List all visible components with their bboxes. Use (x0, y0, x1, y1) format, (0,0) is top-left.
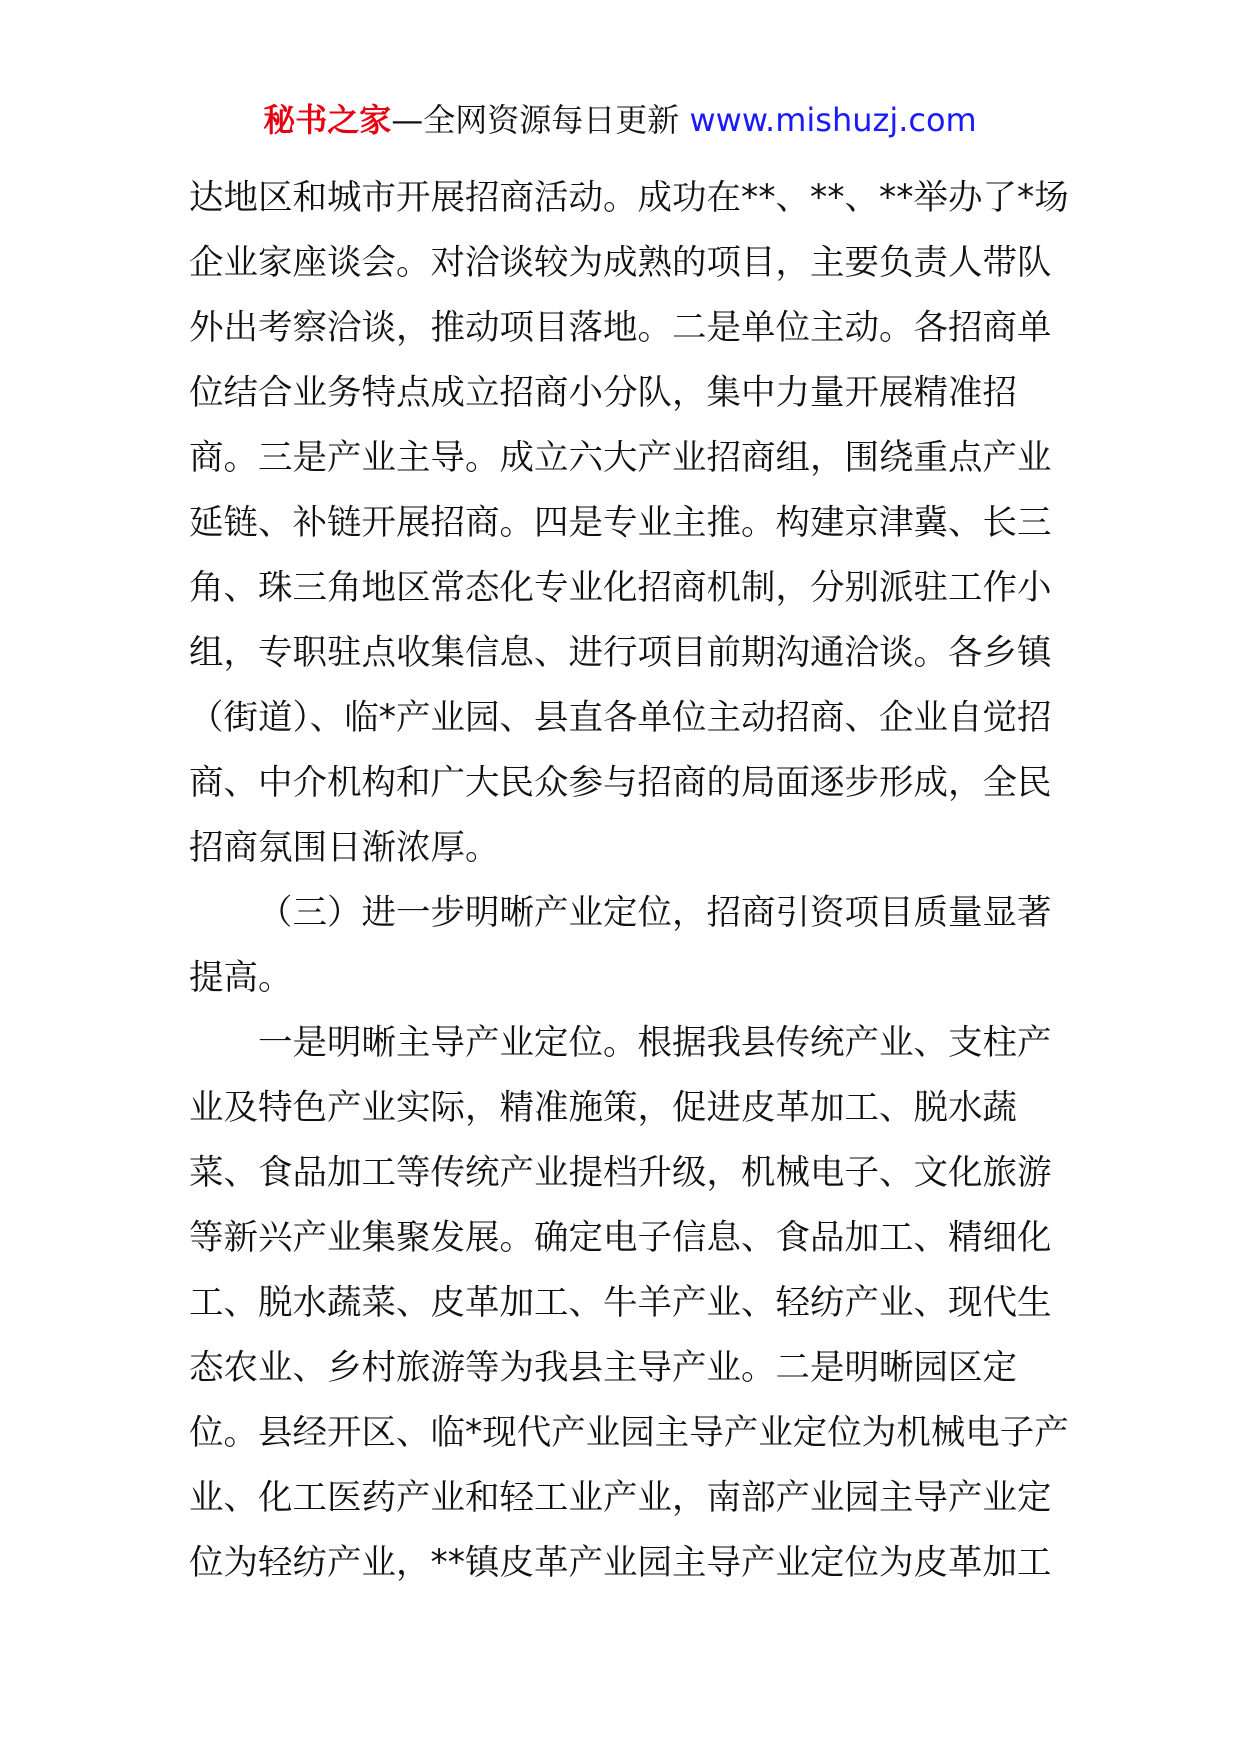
brand-name: 秘书之家 (263, 101, 392, 139)
text-line: 业及特色产业实际，精准施策，促进皮革加工、脱水蔬 (189, 1088, 1017, 1128)
text-line: 一是明晰主导产业定位。根据我县传统产业、支柱产 (258, 1023, 1052, 1063)
site-header (0, 98, 1240, 142)
text-line: 态农业、乡村旅游等为我县主导产业。二是明晰园区定 (189, 1348, 1017, 1388)
text-line: 企业家座谈会。对洽谈较为成熟的项目，主要负责人带队 (189, 243, 1052, 283)
text-line: （三）进一步明晰产业定位，招商引资项目质量显著 (258, 893, 1052, 933)
text-line: 提高。 (189, 958, 293, 998)
header-tagline: —全网资源每日更新 (391, 101, 690, 139)
text-line: 菜、食品加工等传统产业提档升级，机械电子、文化旅游 (189, 1153, 1052, 1193)
text-line: 招商氛围日渐浓厚。 (189, 828, 500, 868)
text-line: 位结合业务特点成立招商小分队，集中力量开展精准招 (189, 373, 1017, 413)
text-line: 工、脱水蔬菜、皮革加工、牛羊产业、轻纺产业、现代生 (189, 1283, 1052, 1323)
text-line: （街道）、临*产业园、县直各单位主动招商、企业自觉招 (189, 698, 1052, 738)
text-line: 延链、补链开展招商。四是专业主推。构建京津冀、长三 (189, 503, 1052, 543)
text-line: 角、珠三角地区常态化专业化招商机制，分别派驻工作小 (189, 568, 1052, 608)
text-line: 位。县经开区、临*现代产业园主导产业定位为机械电子产 (189, 1413, 1069, 1453)
text-line: 组，专职驻点收集信息、进行项目前期沟通洽谈。各乡镇 (189, 633, 1052, 673)
text-line: 商。三是产业主导。成立六大产业招商组，围绕重点产业 (189, 438, 1052, 478)
text-line: 业、化工医药产业和轻工业产业，南部产业园主导产业定 (189, 1478, 1052, 1518)
text-line: 商、中介机构和广大民众参与招商的局面逐步形成，全民 (189, 763, 1052, 803)
text-line: 达地区和城市开展招商活动。成功在**、**、**举办了*场 (189, 178, 1069, 218)
text-line: 等新兴产业集聚发展。确定电子信息、食品加工、精细化 (189, 1218, 1052, 1258)
text-line: 外出考察洽谈，推动项目落地。二是单位主动。各招商单 (189, 308, 1052, 348)
text-line: 位为轻纺产业，**镇皮革产业园主导产业定位为皮革加工 (189, 1543, 1052, 1583)
site-url-link[interactable]: www.mishuzj.com (689, 101, 977, 139)
document-body (189, 166, 1069, 1596)
